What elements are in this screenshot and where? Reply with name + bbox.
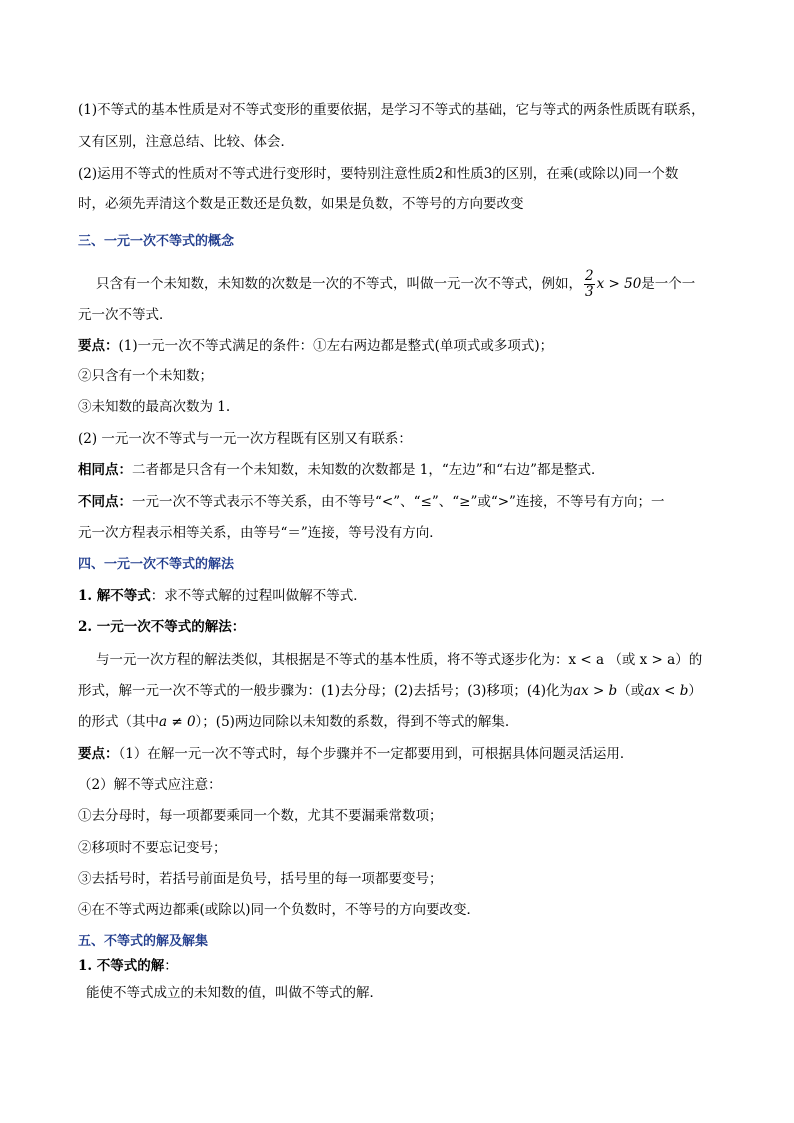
paragraph-line: 能使不等式成立的未知数的值，叫做不等式的解． [86, 985, 383, 1001]
section-heading-4: 四、一元一次不等式的解法 [78, 557, 235, 572]
math-expression: ax > b [573, 683, 618, 699]
paragraph-line [78, 492, 664, 512]
paragraph-line: （2）解不等式应注意： [78, 777, 222, 793]
paragraph-line: (2)运用不等式的性质对不等式进行变形时，要特别注意性质2和性质3的区别，在乘(或除以)同一个数 [78, 166, 679, 182]
text-segment: 形式，解一元一次不等式的一般步骤为：(1)去分母；(2)去括号；(3)移项；(4)化为 [78, 683, 573, 699]
math-expression: a ≠ 0 [159, 714, 196, 730]
section-heading-5: 五、不等式的解及解集 [78, 934, 209, 949]
paragraph-line: (1)不等式的基本性质是对不等式变形的重要依据，是学习不等式的基础，它与等式的两条性质既有联系， [78, 102, 705, 118]
paragraph-line [78, 744, 633, 764]
math-expression: x > 50 [596, 276, 642, 292]
paragraph-line: ③未知数的最高次数为 1. [78, 399, 231, 415]
paragraph-line: 元一次方程表示相等关系，由等号“＝”连接，等号没有方向． [78, 525, 443, 541]
text-segment: 二者都是只含有一个未知数，未知数的次数都是 1，“左边”和“右边”都是整式． [132, 462, 605, 478]
keypoint-label: 要点： [78, 746, 119, 762]
paragraph-line [78, 336, 553, 356]
paragraph-line: ②移项时不要忘记变号； [78, 840, 227, 856]
text-segment: （或 [617, 683, 645, 699]
section-heading-3: 三、一元一次不等式的概念 [78, 234, 235, 249]
text-segment: (1)一元一次不等式满足的条件：①左右两边都是整式(单项式或多项式)； [118, 338, 554, 354]
text-segment: ） [688, 683, 702, 699]
paragraph-line: ①去分母时，每一项都要乘同一个数，尤其不要漏乘常数项； [78, 808, 443, 824]
text-segment: （1）在解一元一次不等式时，每个步骤并不一定都要用到，可根据具体问题灵活运用． [118, 746, 634, 762]
paragraph-line: (2) 一元一次不等式与一元一次方程既有区别又有联系： [78, 431, 412, 447]
paragraph-line: 与一元一次方程的解法类似，其根据是不等式的基本性质，将不等式逐步化为：x < a （或 x > a）的 [96, 652, 703, 668]
paragraph-line: 时，必须先弄清这个数是正数还是负数，如果是负数，不等号的方向要改变 [78, 196, 524, 212]
fraction-denominator: 3 [585, 284, 594, 300]
fraction-numerator: 2 [585, 268, 594, 284]
text-segment: 只含有一个未知数，未知数的次数是一次的不等式，叫做一元一次不等式，例如， [96, 276, 582, 292]
text-segment: 一元一次不等式表示不等关系，由不等号“<”、“≤”、“≥”或“>”连接，不等号有方向；一 [132, 494, 665, 510]
diff-label: 不同点： [78, 494, 132, 510]
fraction [584, 269, 595, 300]
paragraph-line [78, 681, 702, 701]
paragraph-line: 2. 一元一次不等式的解法： [78, 619, 246, 635]
same-label: 相同点： [78, 462, 132, 478]
text-segment: ： [164, 958, 178, 974]
term-label: 1. 解不等式 [78, 588, 151, 604]
text-segment: ：求不等式解的过程叫做解不等式． [150, 588, 367, 604]
paragraph-line [78, 712, 509, 732]
text-segment: 是一个一 [641, 276, 696, 292]
keypoint-label: 要点： [78, 338, 119, 354]
text-segment: ）；(5)两边同除以未知数的系数，得到不等式的解集. [195, 714, 510, 730]
paragraph-line [96, 269, 695, 300]
paragraph-line: ②只含有一个未知数； [78, 368, 213, 384]
paragraph-line [78, 460, 605, 480]
paragraph-line: 又有区别，注意总结、比较、体会． [78, 134, 294, 150]
paragraph-line: 元一次不等式． [78, 307, 173, 323]
math-expression: ax < b [644, 683, 689, 699]
paragraph-line: ③去括号时，若括号前面是负号，括号里的每一项都要变号； [78, 871, 443, 887]
paragraph-line [78, 956, 178, 976]
term-label: 1. 不等式的解 [78, 958, 165, 974]
paragraph-line [78, 586, 367, 606]
paragraph-line: ④在不等式两边都乘(或除以)同一个负数时，不等号的方向要改变． [78, 902, 481, 918]
text-segment: 的形式（其中 [78, 714, 159, 730]
